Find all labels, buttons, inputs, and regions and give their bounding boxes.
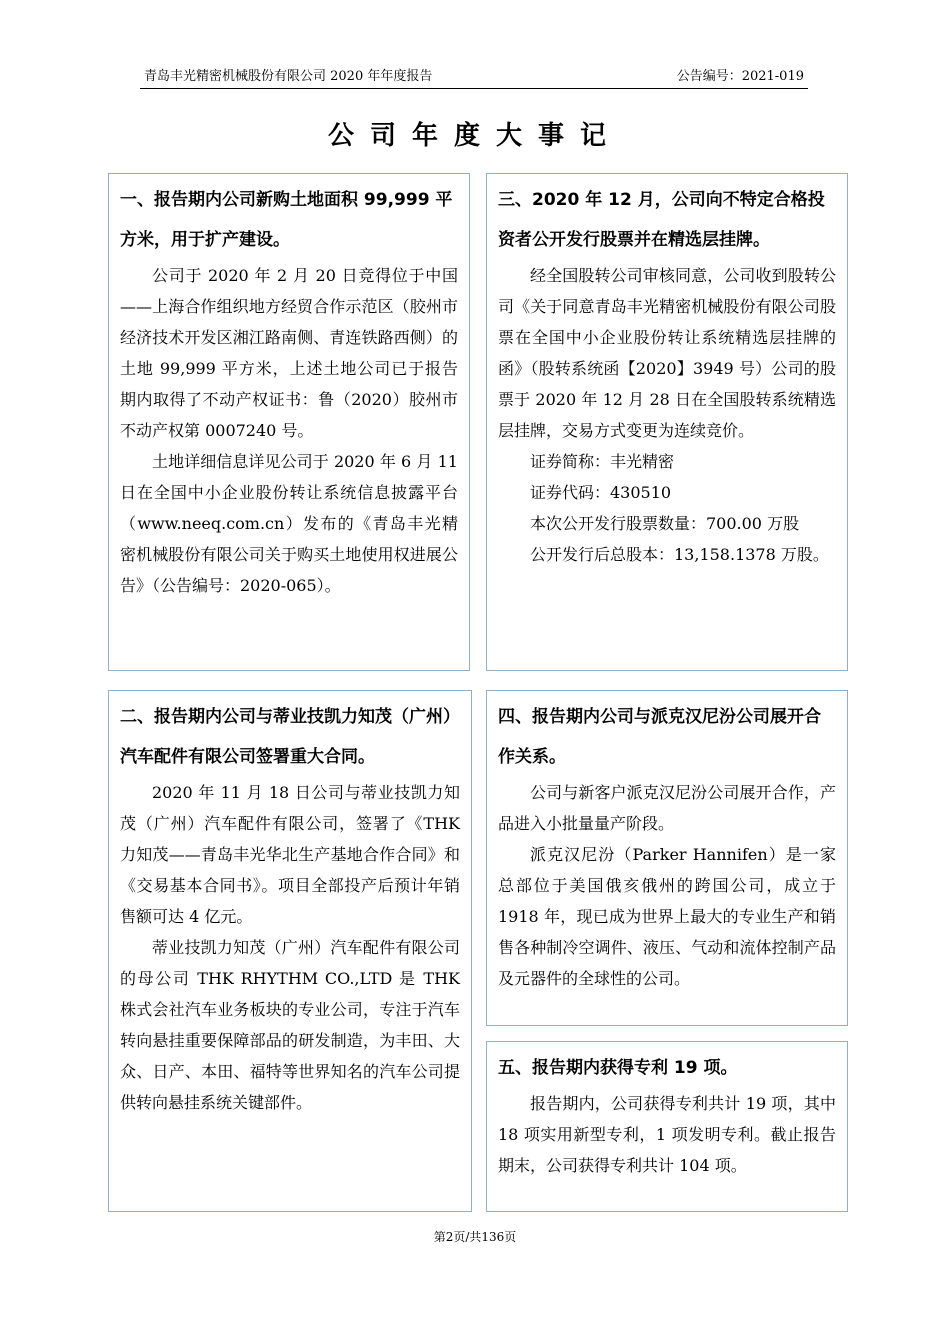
securities-short-name: 证券简称：丰光精密 xyxy=(530,452,675,471)
section-heading: 一、报告期内公司新购土地面积 99,999 平方米，用于扩产建设。 xyxy=(120,190,453,250)
section-paragraph: 报告期内，公司获得专利共计 19 项，其中 18 项实用新型专利，1 项发明专利。截止报告期末，公司获得专利共计 104 项。 xyxy=(498,1094,836,1175)
section-paragraph: 公司于 2020 年 2 月 20 日竞得位于中国——上海合作组织地方经贸合作示范区（胶州市经济技术开发区湘江路南侧、青连铁路西侧）的土地 99,999 平方米，上述土地公司已于报告期内取得了不动产权证书：鲁（2020）胶州市不动产权第 0007240 号。 xyxy=(120,266,458,440)
section-paragraph: 蒂业技凯力知茂（广州）汽车配件有限公司的母公司 THK RHYTHM CO.,LTD 是 THK 株式会社汽车业务板块的专业公司，专注于汽车转向悬挂重要保障部品的研发制造，为丰田、大众、日产、本田、福特等世界知名的汽车公司提供转向悬挂系统关键部件。 xyxy=(120,938,460,1112)
header-company-report: 青岛丰光精密机械股份有限公司 2020 年年度报告 xyxy=(144,69,433,84)
page-number: 第2页/共136页 xyxy=(433,1230,517,1244)
section-patents xyxy=(486,1041,848,1212)
section-parker-cooperation xyxy=(486,690,848,1026)
section-paragraph: 派克汉尼汾（Parker Hannifen）是一家总部位于美国俄亥俄州的跨国公司，成立于 1918 年，现已成为世界上最大的专业生产和销售各种制冷空调件、液压、气动和流体控制产品及元器件的全球性的公司。 xyxy=(498,845,836,988)
section-public-offering xyxy=(486,173,848,671)
section-heading: 三、2020 年 12 月，公司向不特定合格投资者公开发行股票并在精选层挂牌。 xyxy=(498,190,825,250)
section-paragraph: 2020 年 11 月 18 日公司与蒂业技凯力知茂（广州）汽车配件有限公司，签署了《THK 力知茂——青岛丰光华北生产基地合作合同》和《交易基本合同书》。项目全部投产后预计年销售额可达 4 亿元。 xyxy=(120,783,460,926)
section-heading: 四、报告期内公司与派克汉尼汾公司展开合作关系。 xyxy=(498,707,821,767)
section-paragraph: 经全国股转公司审核同意，公司收到股转公司《关于同意青岛丰光精密机械股份有限公司股票在全国中小企业股份转让系统精选层挂牌的函》（股转系统函【2020】3949 号）公司的股票于 2020 年 12 月 28 日在全国股转系统精选层挂牌，交易方式变更为连续竞价。 xyxy=(498,266,836,440)
section-paragraph: 土地详细信息详见公司于 2020 年 6 月 11 日在全国中小企业股份转让系统信息披露平台（www.neeq.com.cn）发布的《青岛丰光精密机械股份有限公司关于购买土地使用权进展公告》（公告编号：2020-065）。 xyxy=(120,452,458,595)
section-heading: 二、报告期内公司与蒂业技凯力知茂（广州）汽车配件有限公司签署重大合同。 xyxy=(120,707,460,767)
header-announcement-number: 公告编号：2021-019 xyxy=(676,69,804,84)
page-header xyxy=(140,66,808,89)
section-land-purchase xyxy=(108,173,470,671)
section-heading: 五、报告期内获得专利 19 项。 xyxy=(498,1058,738,1078)
page-title: 公司年度大事记 xyxy=(327,121,622,151)
section-major-contract xyxy=(108,690,472,1212)
securities-code: 证券代码：430510 xyxy=(530,483,672,502)
total-share-capital: 公开发行后总股本：13,158.1378 万股。 xyxy=(530,545,829,564)
section-paragraph: 公司与新客户派克汉尼汾公司展开合作，产品进入小批量量产阶段。 xyxy=(498,783,836,833)
offering-quantity: 本次公开发行股票数量：700.00 万股 xyxy=(530,514,800,533)
